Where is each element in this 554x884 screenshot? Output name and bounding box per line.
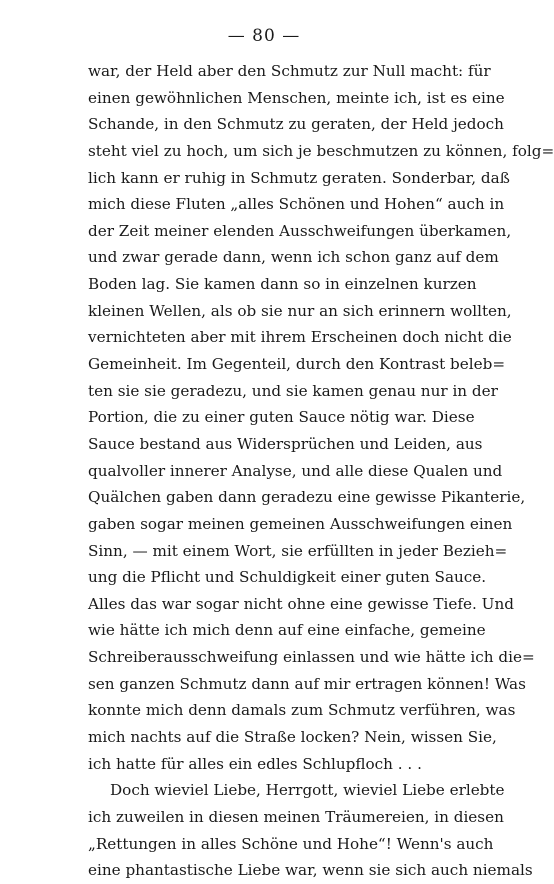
- text-line: ung die Pflicht und Schuldigkeit einer guten Sauce.: [88, 568, 487, 587]
- text-line: Gemeinheit. Im Gegenteil, durch den Kontrast beleb=: [88, 355, 506, 374]
- text-line: Portion, die zu einer guten Sauce nötig war. Diese: [88, 408, 475, 427]
- text-line: mich diese Fluten „alles Schönen und Hohen“ auch in: [88, 195, 505, 214]
- text-line: gaben sogar meinen gemeinen Ausschweifungen einen: [88, 514, 513, 533]
- text-line: eine phantastische Liebe war, wenn sie sich auch niemals: [88, 861, 533, 880]
- text-line: der Zeit meiner elenden Ausschweifungen überkamen,: [88, 221, 512, 240]
- text-line: wie hätte ich mich denn auf eine einfache, gemeine: [88, 621, 486, 640]
- text-line: Doch wieviel Liebe, Herrgott, wieviel Liebe erlebte: [110, 781, 505, 800]
- text-line: Boden lag. Sie kamen dann so in einzelnen kurzen: [88, 275, 477, 294]
- text-line: Quälchen gaben dann geradezu eine gewisse Pikanterie,: [88, 488, 526, 507]
- text-line: „Rettungen in alles Schöne und Hohe“! Wenn's auch: [88, 834, 494, 853]
- text-line: Schande, in den Schmutz zu geraten, der Held jedoch: [88, 115, 504, 134]
- text-line: qualvoller innerer Analyse, und alle diese Qualen und: [88, 461, 503, 480]
- text-line: sen ganzen Schmutz dann auf mir ertragen können! Was: [88, 674, 526, 693]
- page-number: — 80 —: [227, 26, 301, 46]
- text-line: Alles das war sogar nicht ohne eine gewisse Tiefe. Und: [88, 594, 514, 613]
- text-line: und zwar gerade dann, wenn ich schon ganz auf dem: [88, 248, 499, 267]
- text-line: ich hatte für alles ein edles Schlupfloch . . .: [88, 754, 422, 773]
- body-text: [88, 58, 554, 884]
- text-line: ich zuweilen in diesen meinen Träumereien, in diesen: [88, 807, 504, 826]
- text-line: Schreiberausschweifung einlassen und wie hätte ich die=: [88, 648, 535, 667]
- text-line: lich kann er ruhig in Schmutz geraten. Sonderbar, daß: [88, 168, 510, 187]
- text-line: ten sie sie geradezu, und sie kamen genau nur in der: [88, 381, 498, 400]
- text-line: vernichteten aber mit ihrem Erscheinen doch nicht die: [88, 328, 512, 347]
- text-line: Sinn, — mit einem Wort, sie erfüllten in jeder Bezieh=: [88, 541, 508, 560]
- text-line: kleinen Wellen, als ob sie nur an sich erinnern wollten,: [88, 301, 512, 320]
- text-line: Sauce bestand aus Widersprüchen und Leiden, aus: [88, 434, 483, 453]
- text-line: steht viel zu hoch, um sich je beschmutzen zu können, folg=: [88, 141, 554, 160]
- text-line: einen gewöhnlichen Menschen, meinte ich, ist es eine: [88, 88, 505, 107]
- text-line: mich nachts auf die Straße locken? Nein, wissen Sie,: [88, 728, 497, 747]
- text-line: konnte mich denn damals zum Schmutz verführen, was: [88, 701, 516, 720]
- text-line: war, der Held aber den Schmutz zur Null macht: für: [88, 62, 491, 80]
